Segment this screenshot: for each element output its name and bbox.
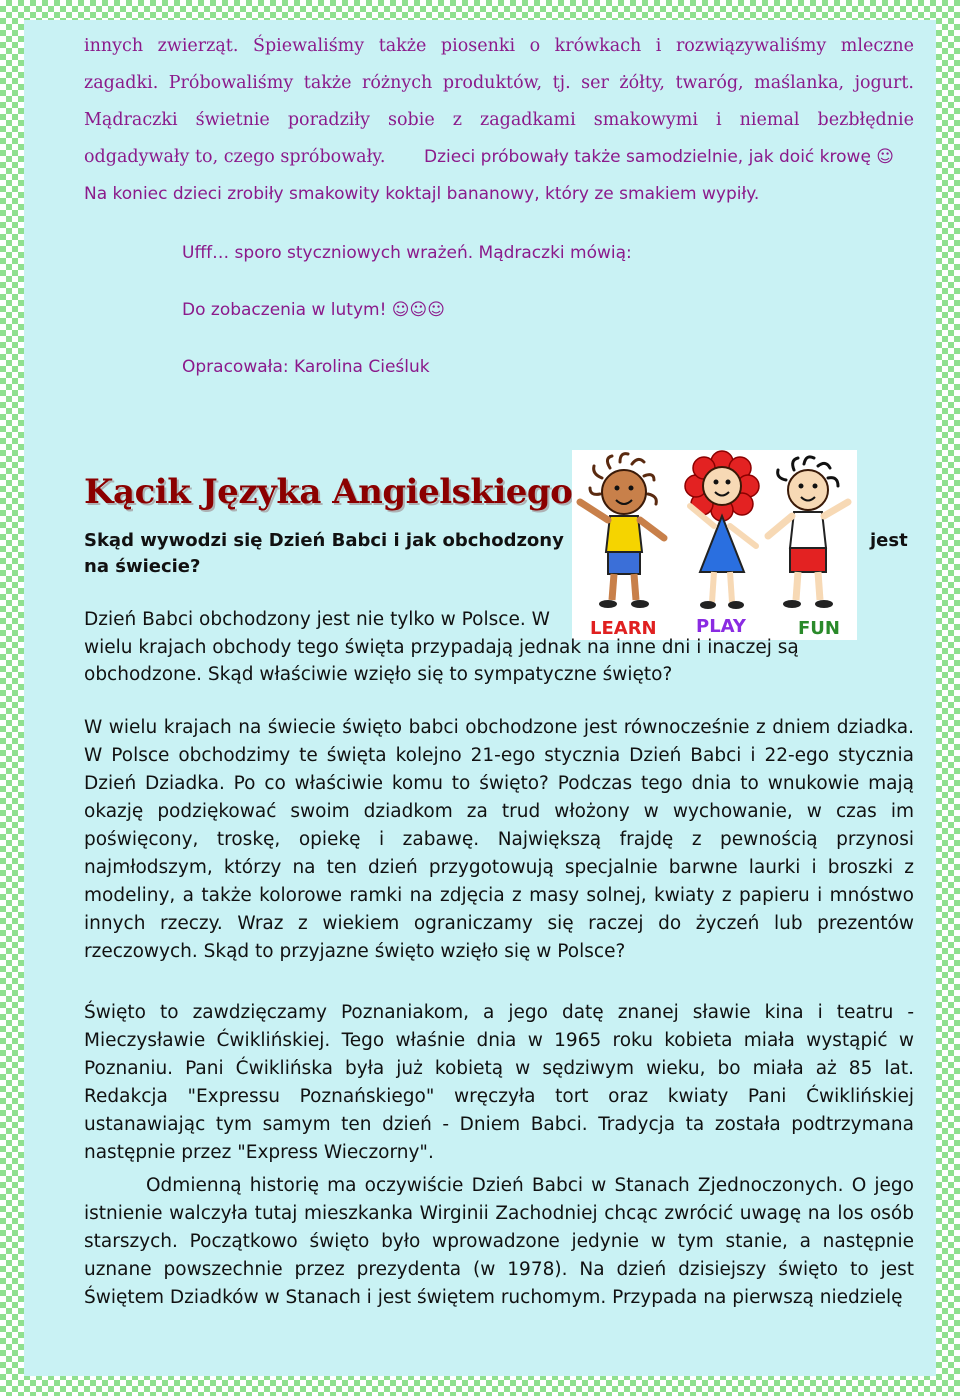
kids-illustration xyxy=(572,450,857,640)
para1-rest: wielu krajach obchody tego święta przypadają jednak na inne dni i inaczej są obchodzone. Skąd właściwie wzięło się to sympatyczne święto? xyxy=(84,637,799,685)
learn-label: LEARN xyxy=(590,618,657,639)
intro-line-5: Na koniec dzieci zrobiły smakowity koktajl bananowy, który ze smakiem wypiły. xyxy=(84,184,760,204)
para2: W wielu krajach na świecie święto babci obchodzone jest równocześnie z dniem dziadka. W Polsce obchodzimy te święta kolejno 21-ego stycznia Dzień Babci i 22-ego stycznia Dzień Dziadka. Po co właściwie komu to święto? Podczas tego dnia to wnukowie mają okazję podziękować swoim dziadkom za trud włożony w wychowanie, w czas im poświęcony, troskę, opiekę i zabawę. Największą frajdę z pewnością przynosi najmłodszym, którzy na ten dzień przygotowują specjalnie barwne laurki i broszki z modeliny, a także kolorowe ramki na zdjęcia z masy solnej, kwiaty z papieru i mnóstwo innych rzeczy. Wraz z wiekiem ograniczamy się raczej do życzeń lub prezentów rzeczowych. Skąd to przyjazne święto wzięło się w Polsce? xyxy=(84,717,914,962)
intro-line-3: Mądraczki świetnie poradziły sobie z zagadkami smakowymi i niemal bezbłędnie xyxy=(84,110,914,130)
fun-label: FUN xyxy=(798,618,840,639)
intro-line-2: zagadki. Próbowaliśmy także różnych produktów, tj. ser żółty, twaróg, maślanka, jogurt. xyxy=(84,73,914,93)
kid-red-shorts-icon xyxy=(768,457,848,608)
section-title: Kącik Języka Angielskiego xyxy=(84,472,573,512)
kid-yellow-shirt-icon xyxy=(580,454,664,608)
question-line-1-end: jest xyxy=(870,530,908,551)
page xyxy=(24,20,936,1376)
learn-play-fun-clipart xyxy=(572,450,857,640)
author-line: Opracowała: Karolina Cieśluk xyxy=(182,357,430,377)
intro-line-4b: Dzieci próbowały także samodzielnie, jak doić krowę ☺ xyxy=(424,147,895,167)
ufff-line: Ufff… sporo styczniowych wrażeń. Mądraczki mówią: xyxy=(182,243,632,263)
goodbye-line: Do zobaczenia w lutym! ☺☺☺ xyxy=(182,300,445,320)
intro-line-1: innych zwierząt. Śpiewaliśmy także piosenki o krówkach i rozwiązywaliśmy mleczne xyxy=(84,36,914,56)
question-line-2: na świecie? xyxy=(84,556,201,577)
para4: Odmienną historię ma oczywiście Dzień Babci w Stanach Zjednoczonych. O jego istnienie walczyła tutaj mieszkanka Wirginii Zachodniej chcąc zwrócić uwagę na los osób starszych. Początkowo święto było wprowadzone jedynie w tym stanie, a następnie uznane powszechnie przez prezydenta (w 1978). Na dzień dzisiejszy święto to jest Świętem Dziadków w Stanach i jest świętem ruchomym. Przypada na pierwszą niedzielę xyxy=(84,1175,914,1308)
para1-first-line: Dzień Babci obchodzony jest nie tylko w Polsce. W xyxy=(84,609,550,630)
para3: Święto to zawdzięczamy Poznaniakom, a jego datę znanej sławie kina i teatru - Mieczysławie Ćwiklińskiej. Tego właśnie dnia w 1965 roku kobieta miała wystąpić w Poznaniu. Pani Ćwiklińska była już kobietą w sędziwym wieku, bo miała aż 85 lat. Redakcja "Expressu Poznańskiego" wręczyła tort oraz kwiaty Pani Ćwiklińskiej ustanawiając tym samym ten dzień - Dniem Babci. Tradycja ta została podtrzymana następnie przez "Express Wieczorny". xyxy=(84,1002,914,1163)
play-label: PLAY xyxy=(696,616,746,637)
intro-line-4a: odgadywały to, czego spróbowały. xyxy=(84,147,386,167)
question-line-1: Skąd wywodzi się Dzień Babci i jak obchodzony xyxy=(84,530,564,551)
kid-flower-hair-icon xyxy=(685,451,759,609)
